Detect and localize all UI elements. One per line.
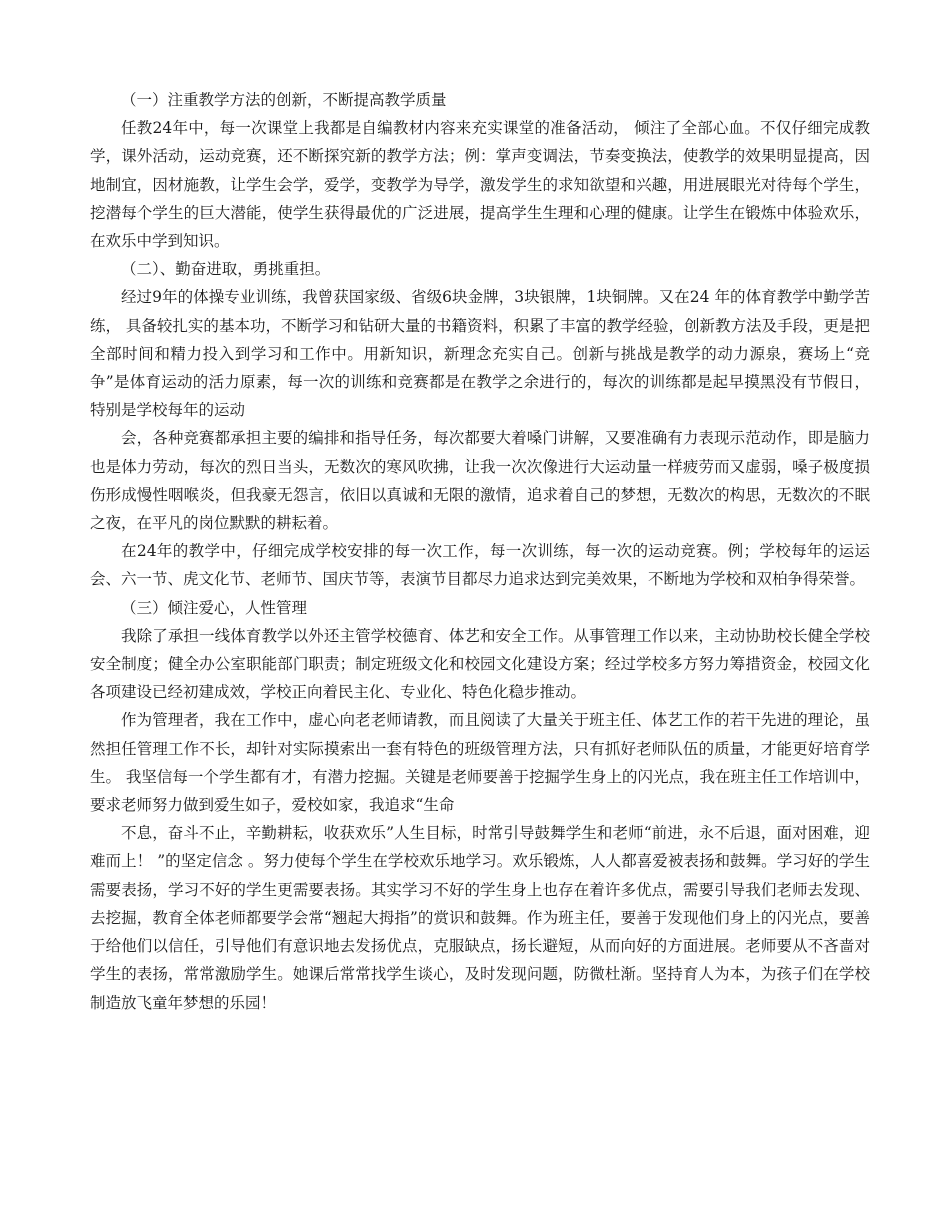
body-paragraph: 经过9年的体操专业训练，我曾获国家级、省级6块金牌，3块银牌，1块铜牌。又在24 年的体育教学中勤学苦练， 具备较扎实的基本功，不断学习和钻研大量的书籍资料，积累了丰富的教学经验，创新教方法及手段，更是把全部时间和精力投入到学习和工作中。用新知识，新理念充实自己。创新与挑战是教学的动力源泉，赛场上“竞争”是体育运动的活力原素，每一次的训练和竞赛都是在教学之余进行的，每次的训练都是起早摸黑没有节假日，特别是学校每年的运动: [90, 288, 870, 420]
body-paragraph: 会，各种竞赛都承担主要的编排和指导任务，每次都要大着嗓门讲解，又要准确有力表现示范动作，即是脑力也是体力劳动，每次的烈日当头，无数次的寒风吹拂，让我一次次像进行大运动量一样疲劳而又虚弱，嗓子极度损伤形成慢性咽喉炎，但我豪无怨言，依旧以真诚和无限的激情，追求着自己的梦想，无数次的构思，无数次的不眠之夜，在平凡的岗位默默的耕耘着。: [90, 429, 870, 533]
body-paragraph: 在24年的教学中，仔细完成学校安排的每一次工作，每一次训练，每一次的运动竞赛。例；学校每年的运运会、六一节、虎文化节、老师节、国庆节等，表演节目都尽力追求达到完美效果，不断地为学校和双柏争得荣誉。: [90, 542, 870, 589]
body-paragraph: 任教24年中，每一次课堂上我都是自编教材内容来充实课堂的准备活动， 倾注了全部心血。不仅仔细完成教学，课外活动，运动竞赛，还不断探究新的教学方法；例：掌声变调法，节奏变换法，使教学的效果明显提高，因地制宜，因材施教，让学生会学，爱学，变教学为导学，激发学生的求知欲望和兴趣，用进展眼光对待每个学生，挖潜每个学生的巨大潜能，使学生获得最优的广泛进展，提高学生生理和心理的健康。让学生在锻炼中体验欢乐，在欢乐中学到知识。: [90, 119, 870, 251]
body-paragraph: 作为管理者，我在工作中，虚心向老老师请教，而且阅读了大量关于班主任、体艺工作的若干先进的理论，虽然担任管理工作不长，却针对实际摸索出一套有特色的班级管理方法，只有抓好老师队伍的质量，才能更好培育学生。 我坚信每一个学生都有才，有潜力挖掘。关键是老师要善于挖掘学生身上的闪光点，我在班主任工作培训中，要求老师努力做到爱生如子，爱校如家，我追求“生命: [90, 711, 870, 815]
body-paragraph: 不息，奋斗不止，辛勤耕耘，收获欢乐”人生目标，时常引导鼓舞学生和老师“前进，永不后退，面对困难，迎难而上！ ”的坚定信念 。努力使每个学生在学校欢乐地学习。欢乐锻炼，人人都喜爱被表扬和鼓舞。学习好的学生需要表扬，学习不好的学生更需要表扬。其实学习不好的学生身上也存在着许多优点，需要引导我们老师去发现、去挖掘，教育全体老师都要学会常“翘起大拇指”的赏识和鼓舞。作为班主任，要善于发现他们身上的闪光点，要善于给他们以信任，引导他们有意识地去发扬优点，克服缺点，扬长避短，从而向好的方面进展。老师要从不吝啬对学生的表扬，常常激励学生。她课后常常找学生谈心，及时发现问题，防微杜渐。坚持育人为本，为孩子们在学校制造放飞童年梦想的乐园！: [90, 824, 870, 1012]
section-heading-1: （一）注重教学方法的创新，不断提高教学质量: [121, 91, 447, 109]
body-paragraph: 我除了承担一线体育教学以外还主管学校德育、体艺和安全工作。从事管理工作以来，主动协助校长健全学校安全制度；健全办公室职能部门职责；制定班级文化和校园文化建设方案；经过学校多方努力筹措资金，校园文化各项建设已经初建成效，学校正向着民主化、专业化、特色化稳步推动。: [90, 626, 870, 702]
document-page: [90, 86, 870, 1017]
section-heading-3: （三）倾注爱心，人性管理: [121, 598, 308, 617]
section-heading-2: （二）、勤奋进取，勇挑重担。: [121, 260, 331, 279]
